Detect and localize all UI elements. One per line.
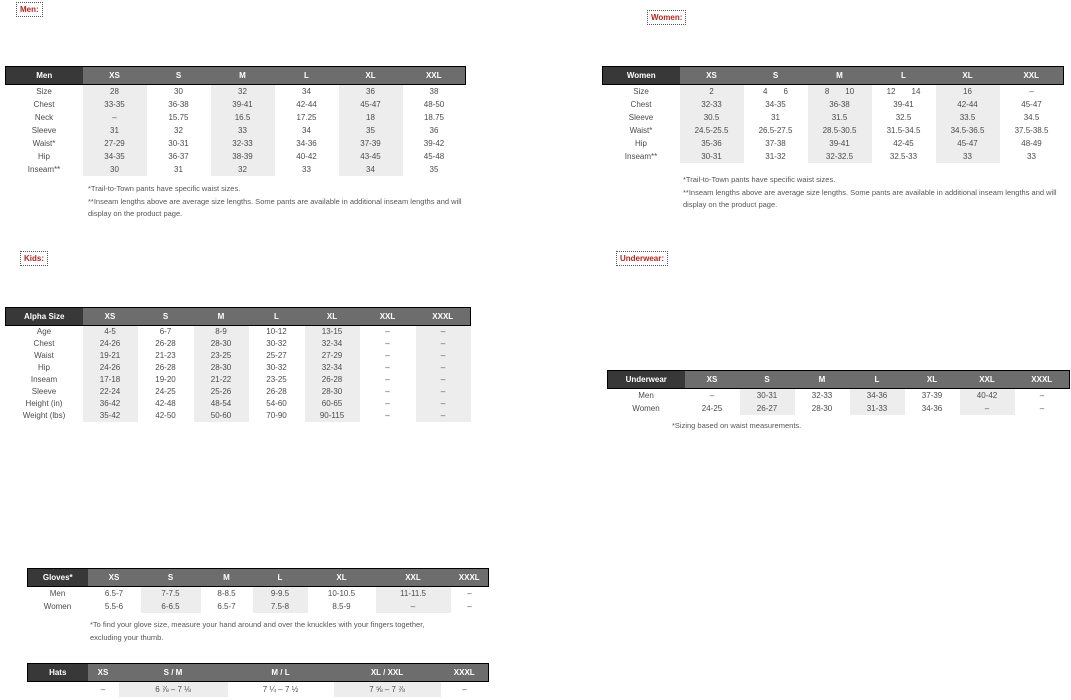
- value-cell: –: [1029, 87, 1034, 96]
- header-row: [603, 67, 1064, 85]
- value-cell: 32-32.5: [808, 150, 872, 163]
- value-cell: 35: [339, 124, 403, 137]
- value-cell: 28-30: [305, 386, 360, 398]
- table-row: [6, 350, 471, 362]
- underwear-footnote: *Sizing based on waist measurements.: [672, 421, 802, 430]
- value-cell: 2: [680, 85, 744, 99]
- value-cell: 32.5-33: [889, 152, 918, 161]
- value-cell: 8-9: [194, 326, 249, 339]
- value-cell: –: [416, 338, 471, 350]
- row-label: Waist: [6, 350, 83, 362]
- value-cell: 39-42: [423, 139, 445, 148]
- value-cell: 42-50: [155, 411, 176, 420]
- value-cell: 24-25: [701, 404, 723, 413]
- value-cell: 7.5-8: [253, 600, 308, 613]
- value-cell: 37-39: [339, 137, 403, 150]
- row-label: Age: [6, 326, 83, 339]
- value-cell: 8-8.5: [217, 589, 236, 598]
- value-cell: 9-9.5: [253, 587, 308, 601]
- value-cell: 60-65: [305, 398, 360, 410]
- value-cell: 48-49: [1021, 139, 1042, 148]
- value-cell: 30-31: [168, 139, 189, 148]
- women-footnote-waist: *Trail-to-Town pants have specific waist sizes.: [683, 175, 836, 184]
- value-cell: –: [467, 589, 472, 598]
- row-label: Hip: [603, 137, 680, 150]
- table-row: [603, 137, 1064, 150]
- column-header: XL: [936, 67, 1000, 85]
- header-row: [28, 569, 489, 587]
- gloves-size-table: [27, 568, 489, 613]
- value-cell: 26.5-27.5: [758, 126, 793, 135]
- column-header: XL / XXL: [334, 664, 441, 682]
- value-cell: 13-15: [305, 326, 360, 339]
- table-row: [6, 137, 466, 150]
- value-cell: –: [385, 387, 390, 396]
- table-row: [6, 398, 471, 410]
- value-cell: 33: [936, 150, 1000, 163]
- column-header: XXL: [403, 67, 466, 85]
- value-cell: 70-90: [266, 411, 287, 420]
- value-cell: 32-33: [811, 391, 833, 400]
- value-cell: 45-47: [339, 98, 403, 111]
- table-row: [603, 150, 1064, 163]
- value-cell: 24.5-25.5: [680, 124, 744, 137]
- value-cell: 90-115: [305, 410, 360, 422]
- table-row: [6, 410, 471, 422]
- row-label: Men: [608, 389, 685, 403]
- value-cell: 37.5-38.5: [1014, 126, 1049, 135]
- value-cell: 26-28: [266, 387, 287, 396]
- underwear-section-link[interactable]: Underwear:: [616, 251, 668, 266]
- value-cell: –: [83, 111, 147, 124]
- value-cell: 37-38: [765, 139, 786, 148]
- value-cell: 34-36: [850, 389, 905, 403]
- value-cell: 48-54: [194, 398, 249, 410]
- value-cell: 31: [771, 113, 780, 122]
- value-cell: –: [416, 410, 471, 422]
- value-cell: 30: [174, 87, 183, 96]
- table-row: [608, 389, 1070, 403]
- row-label: Size: [6, 85, 83, 99]
- value-cell: 16: [936, 85, 1000, 99]
- table-title-cell: Hats: [28, 664, 88, 682]
- value-cell: 28: [83, 85, 147, 99]
- women-footnote-inseam: **Inseam lengths above are average size lengths. Some pants are available in additional inseam lengths and will display on the product page.: [683, 187, 1057, 209]
- value-cell: 33-35: [83, 98, 147, 111]
- value-cell: 32.5: [895, 113, 912, 122]
- value-cell: 36-42: [83, 398, 138, 410]
- value-cell: 36: [339, 85, 403, 99]
- women-section-link[interactable]: Women:: [647, 10, 686, 25]
- column-header: XL: [339, 67, 403, 85]
- value-cell: 28-30: [194, 362, 249, 374]
- column-header: XS: [88, 664, 119, 682]
- table-row: [603, 85, 1064, 99]
- value-cell: 26-28: [155, 339, 176, 348]
- column-header: XXXL: [451, 569, 489, 587]
- column-header: XXL: [1000, 67, 1064, 85]
- value-cell: –: [385, 375, 390, 384]
- value-cell: 40-42: [296, 152, 317, 161]
- column-header: L: [249, 308, 305, 326]
- value-cell: 45-47: [1021, 100, 1042, 109]
- value-cell: 35: [429, 165, 439, 174]
- row-label: Waist*: [603, 124, 680, 137]
- value-cell: 35-36: [680, 137, 744, 150]
- table-row: [28, 600, 489, 613]
- value-cell: 17-18: [83, 374, 138, 386]
- gloves-footnote: *To find your glove size, measure your hand around and over the knuckles with your fingers together, excluding your thumb.: [90, 620, 425, 642]
- value-cell: 26-28: [155, 363, 176, 372]
- table-row: [6, 85, 466, 99]
- table-row: [6, 98, 466, 111]
- value-cell: 30.5: [680, 111, 744, 124]
- value-cell: 31: [174, 165, 183, 174]
- value-cell: 15.75: [168, 113, 189, 122]
- value-cell: 34.5-36.5: [936, 124, 1000, 137]
- column-header: XS: [83, 308, 138, 326]
- value-cell: 8.5-9: [332, 602, 351, 611]
- value-cell: 30-31: [680, 150, 744, 163]
- table-title-cell: Women: [603, 67, 680, 85]
- row-label: Size: [603, 85, 680, 99]
- row-label: Sleeve: [6, 386, 83, 398]
- women-size-table: [602, 66, 1064, 163]
- value-cell: 23-25: [194, 350, 249, 362]
- value-cell: 4-5: [83, 326, 138, 339]
- column-header: XXXL: [1015, 371, 1070, 389]
- header-row: [28, 664, 489, 682]
- value-cell: 42-45: [893, 139, 914, 148]
- value-cell: –: [385, 399, 390, 408]
- column-header: M / L: [228, 664, 334, 682]
- row-label: Inseam**: [603, 150, 680, 163]
- value-cell: 31-33: [850, 402, 905, 415]
- column-header: XXXL: [416, 308, 471, 326]
- value-cell: 31.5: [808, 111, 872, 124]
- value-cell: 11-11.5: [376, 587, 451, 601]
- column-header: M: [808, 67, 872, 85]
- row-label: Men: [28, 587, 88, 601]
- column-header: S: [147, 67, 211, 85]
- table-row: [6, 326, 471, 339]
- value-cell: 39-41: [893, 100, 914, 109]
- value-cell: 28-30: [194, 338, 249, 350]
- column-header: XL: [905, 371, 960, 389]
- value-cell: 33: [1027, 152, 1036, 161]
- header-row: [6, 67, 466, 85]
- value-cell: –: [385, 411, 390, 420]
- underwear-size-table: [607, 370, 1070, 415]
- value-cell: 7 ¼ – 7 ½: [262, 685, 299, 694]
- value-cell: 48-50: [423, 100, 445, 109]
- value-cell: 18.75: [423, 113, 445, 122]
- row-label: Chest: [6, 98, 83, 111]
- value-cell: –: [416, 386, 471, 398]
- value-cell: 32: [211, 163, 275, 176]
- value-cell: 22-24: [83, 386, 138, 398]
- column-header: XXL: [360, 308, 416, 326]
- value-cell: 16.5: [211, 111, 275, 124]
- table-row: [6, 124, 466, 137]
- value-cell: –: [1039, 391, 1045, 400]
- value-cell: 37-39: [921, 391, 943, 400]
- men-footnote-inseam: **Inseam lengths above are average size lengths. Some pants are available in additional inseam lengths and will display on the product page.: [88, 196, 462, 218]
- column-header: S: [141, 569, 201, 587]
- value-cell: 34.5: [1023, 113, 1040, 122]
- kids-size-table: [5, 307, 471, 422]
- value-cell: 19-21: [83, 350, 138, 362]
- value-cell: 50-60: [194, 410, 249, 422]
- row-label: Inseam: [6, 374, 83, 386]
- value-cell: 43-45: [339, 150, 403, 163]
- value-cell: –: [416, 398, 471, 410]
- value-cell: 36-38: [808, 98, 872, 111]
- value-cell: 33: [302, 165, 311, 174]
- value-cell: 39-41: [211, 98, 275, 111]
- column-header: XS: [83, 67, 147, 85]
- column-header: S: [744, 67, 808, 85]
- row-label: Height (in): [6, 398, 83, 410]
- men-footnote-waist: *Trail-to-Town pants have specific waist sizes.: [88, 184, 241, 193]
- column-header: L: [275, 67, 339, 85]
- column-header: M: [201, 569, 253, 587]
- column-header: XL: [305, 308, 360, 326]
- value-cell: 26-27: [740, 402, 795, 415]
- value-cell: 6-7: [159, 327, 172, 336]
- column-header: XXXL: [441, 664, 489, 682]
- value-cell: 34: [302, 87, 311, 96]
- value-cell: 30: [83, 163, 147, 176]
- value-cell: 42-48: [155, 399, 176, 408]
- value-cell: –: [385, 327, 390, 336]
- value-cell: 10-10.5: [327, 589, 356, 598]
- value-cell: 36: [429, 126, 439, 135]
- column-header: XL: [308, 569, 376, 587]
- column-header: S / M: [119, 664, 228, 682]
- value-cell: 31: [83, 124, 147, 137]
- value-cell: –: [416, 362, 471, 374]
- value-cell: 38: [429, 87, 439, 96]
- table-row: [608, 402, 1070, 415]
- table-row: [603, 111, 1064, 124]
- row-label: Sleeve: [603, 111, 680, 124]
- column-header: M: [194, 308, 249, 326]
- value-cell: 40-42: [960, 389, 1015, 403]
- value-cell: 21-23: [155, 351, 176, 360]
- value-cell: 32: [174, 126, 183, 135]
- column-header: L: [850, 371, 905, 389]
- value-cell: 28.5-30.5: [808, 124, 872, 137]
- value-cell: 30-32: [266, 339, 287, 348]
- value-cell: 24-26: [83, 338, 138, 350]
- table-row: [28, 682, 489, 698]
- value-cell: 38-39: [211, 150, 275, 163]
- value-cell: 42-44: [296, 100, 317, 109]
- value-cell: 23-25: [266, 375, 287, 384]
- table-title-cell: Men: [6, 67, 83, 85]
- table-row: [28, 587, 489, 601]
- value-cell: 34: [339, 163, 403, 176]
- value-cell: 34-36: [296, 139, 317, 148]
- table-row: [6, 150, 466, 163]
- value-cell: –: [376, 600, 451, 613]
- value-cell: 27-29: [305, 350, 360, 362]
- row-label: Chest: [6, 338, 83, 350]
- value-cell: 32-33: [211, 137, 275, 150]
- table-title-cell: Alpha Size: [6, 308, 83, 326]
- table-row: [6, 386, 471, 398]
- value-cell: –: [1039, 404, 1045, 413]
- row-label: [28, 682, 88, 698]
- value-cell: 10-12: [266, 327, 287, 336]
- value-cell: 31-32: [765, 152, 786, 161]
- column-header: XS: [88, 569, 141, 587]
- hats-size-table: [27, 663, 489, 697]
- value-cell: –: [385, 351, 390, 360]
- row-label: Neck: [6, 111, 83, 124]
- value-cell: 45-48: [423, 152, 445, 161]
- kids-section-link[interactable]: Kids:: [20, 251, 48, 266]
- value-cell: 4 6: [763, 87, 788, 96]
- table-title-cell: Underwear: [608, 371, 685, 389]
- row-label: Sleeve: [6, 124, 83, 137]
- value-cell: –: [385, 339, 390, 348]
- value-cell: –: [960, 402, 1015, 415]
- row-label: Weight (lbs): [6, 410, 83, 422]
- column-header: XS: [685, 371, 740, 389]
- value-cell: 24-25: [155, 387, 176, 396]
- table-title-cell: Gloves*: [28, 569, 88, 587]
- column-header: M: [795, 371, 850, 389]
- value-cell: –: [467, 602, 472, 611]
- table-row: [6, 338, 471, 350]
- table-row: [603, 98, 1064, 111]
- table-row: [6, 111, 466, 124]
- row-label: Women: [28, 600, 88, 613]
- men-footnotes: [88, 183, 462, 221]
- value-cell: 21-22: [194, 374, 249, 386]
- value-cell: 34-35: [83, 150, 147, 163]
- value-cell: 36-37: [168, 152, 189, 161]
- value-cell: 6.5-7: [104, 589, 124, 598]
- column-header: L: [872, 67, 936, 85]
- value-cell: 26-28: [305, 374, 360, 386]
- men-section-link[interactable]: Men:: [16, 2, 43, 17]
- column-header: S: [740, 371, 795, 389]
- value-cell: 32-34: [305, 338, 360, 350]
- column-header: S: [138, 308, 194, 326]
- value-cell: –: [462, 685, 467, 694]
- value-cell: –: [709, 391, 715, 400]
- row-label: Chest: [603, 98, 680, 111]
- row-label: Hip: [6, 362, 83, 374]
- header-row: [608, 371, 1070, 389]
- value-cell: 27-29: [83, 137, 147, 150]
- value-cell: 42-44: [936, 98, 1000, 111]
- value-cell: 30-31: [740, 389, 795, 403]
- value-cell: 6 ⅞ – 7 ⅛: [119, 682, 228, 698]
- value-cell: 31.5-34.5: [886, 126, 921, 135]
- value-cell: 25-26: [194, 386, 249, 398]
- column-header: XXL: [376, 569, 451, 587]
- table-row: [6, 362, 471, 374]
- value-cell: 35-42: [83, 410, 138, 422]
- value-cell: 24-26: [83, 362, 138, 374]
- value-cell: 32-34: [305, 362, 360, 374]
- value-cell: 7 ⅝ – 7 ⅞: [334, 682, 441, 698]
- table-row: [6, 163, 466, 176]
- value-cell: 6-6.5: [141, 600, 201, 613]
- women-footnotes: [683, 174, 1059, 212]
- column-header: XXL: [960, 371, 1015, 389]
- men-size-table: [5, 66, 466, 176]
- value-cell: –: [385, 363, 390, 372]
- value-cell: 18: [339, 111, 403, 124]
- value-cell: 45-47: [936, 137, 1000, 150]
- value-cell: 19-20: [155, 375, 176, 384]
- value-cell: 33: [211, 124, 275, 137]
- value-cell: 17.25: [296, 113, 317, 122]
- value-cell: 34-36: [921, 404, 943, 413]
- value-cell: 36-38: [168, 100, 189, 109]
- value-cell: 7-7.5: [141, 587, 201, 601]
- value-cell: –: [416, 374, 471, 386]
- value-cell: 54-60: [266, 399, 287, 408]
- value-cell: 12 14: [886, 87, 921, 96]
- value-cell: –: [416, 350, 471, 362]
- table-row: [603, 124, 1064, 137]
- value-cell: 8 10: [808, 85, 872, 99]
- value-cell: 33.5: [936, 111, 1000, 124]
- value-cell: 5.5-6: [104, 602, 124, 611]
- value-cell: 30-32: [266, 363, 287, 372]
- value-cell: 34: [302, 126, 311, 135]
- value-cell: 32-33: [680, 98, 744, 111]
- value-cell: –: [100, 685, 106, 694]
- value-cell: 25-27: [266, 351, 287, 360]
- value-cell: 32: [211, 85, 275, 99]
- value-cell: –: [416, 326, 471, 339]
- header-row: [6, 308, 471, 326]
- table-row: [6, 374, 471, 386]
- value-cell: 28-30: [811, 404, 833, 413]
- value-cell: 6.5-7: [217, 602, 236, 611]
- column-header: L: [253, 569, 308, 587]
- value-cell: 34-35: [765, 100, 786, 109]
- row-label: Inseam**: [6, 163, 83, 176]
- column-header: M: [211, 67, 275, 85]
- value-cell: 39-41: [808, 137, 872, 150]
- row-label: Waist*: [6, 137, 83, 150]
- row-label: Women: [608, 402, 685, 415]
- column-header: XS: [680, 67, 744, 85]
- row-label: Hip: [6, 150, 83, 163]
